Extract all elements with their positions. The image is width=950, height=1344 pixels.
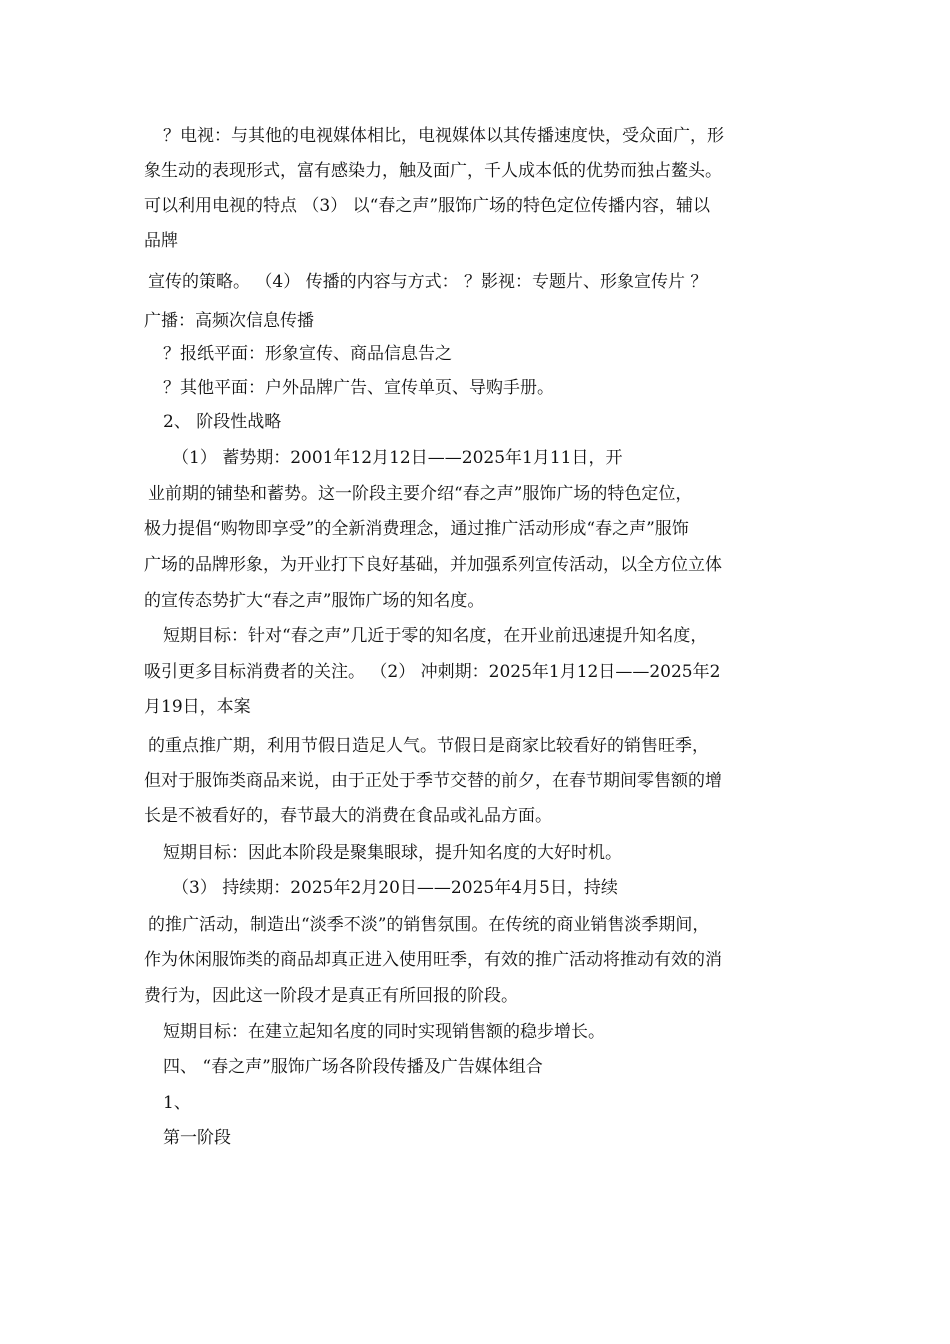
text-line: 长是不被看好的，春节最大的消费在食品或礼品方面。 bbox=[144, 806, 552, 826]
section-heading: 2、 阶段性战略 bbox=[163, 412, 282, 432]
text-line: 吸引更多目标消费者的关注。 （2） 冲刺期：2025年1月12日——2025年2 bbox=[144, 662, 721, 682]
text-line: 宣传的策略。 （4） 传播的内容与方式： ？影视：专题片、形象宣传片 ？ bbox=[148, 272, 708, 292]
text-line: 费行为，因此这一阶段才是真正有所回报的阶段。 bbox=[144, 986, 518, 1006]
text-line: 作为休闲服饰类的商品却真正进入使用旺季，有效的推广活动将推动有效的消 bbox=[144, 950, 722, 970]
text-line: 的宣传态势扩大“春之声”服饰广场的知名度。 bbox=[144, 591, 485, 611]
subsection-heading: 第一阶段 bbox=[163, 1128, 231, 1148]
text-line: 象生动的表现形式，富有感染力，触及面广，千人成本低的优势而独占鳌头。 bbox=[144, 161, 722, 181]
text-line: 短期目标：针对“春之声”几近于零的知名度，在开业前迅速提升知名度， bbox=[163, 626, 708, 646]
text-line: 极力提倡“购物即享受”的全新消费理念，通过推广活动形成“春之声”服饰 bbox=[144, 519, 689, 539]
section-heading: 四、 “春之声”服饰广场各阶段传播及广告媒体组合 bbox=[163, 1057, 543, 1077]
text-line: 但对于服饰类商品来说，由于正处于季节交替的前夕，在春节期间零售额的增 bbox=[144, 771, 722, 791]
text-line: ？报纸平面：形象宣传、商品信息告之 bbox=[163, 344, 452, 364]
text-line: 短期目标：因此本阶段是聚集眼球，提升知名度的大好时机。 bbox=[163, 843, 622, 863]
text-line: 月19日，本案 bbox=[144, 697, 251, 717]
text-line: 品牌 bbox=[144, 231, 178, 251]
section-number: 1、 bbox=[163, 1093, 191, 1113]
text-line: 广场的品牌形象，为开业打下良好基础，并加强系列宣传活动，以全方位立体 bbox=[144, 555, 722, 575]
text-line: 的推广活动，制造出“淡季不淡”的销售氛围。在传统的商业销售淡季期间， bbox=[148, 915, 710, 935]
text-line: ？电视：与其他的电视媒体相比，电视媒体以其传播速度快，受众面广，形 bbox=[163, 126, 724, 146]
text-line: 短期目标：在建立起知名度的同时实现销售额的稳步增长。 bbox=[163, 1022, 605, 1042]
text-line: 业前期的铺垫和蓄势。这一阶段主要介绍“春之声”服饰广场的特色定位， bbox=[148, 484, 693, 504]
text-line: （3） 持续期：2025年2月20日——2025年4月5日，持续 bbox=[172, 878, 618, 898]
text-line: ？其他平面：户外品牌广告、宣传单页、导购手册。 bbox=[163, 378, 554, 398]
text-line: 的重点推广期，利用节假日造足人气。节假日是商家比较看好的销售旺季， bbox=[148, 736, 709, 756]
text-line: 可以利用电视的特点 （3） 以“春之声”服饰广场的特色定位传播内容，辅以 bbox=[144, 196, 711, 216]
text-line: 广播：高频次信息传播 bbox=[144, 311, 314, 331]
text-line: （1） 蓄势期：2001年12月12日——2025年1月11日，开 bbox=[172, 448, 623, 468]
